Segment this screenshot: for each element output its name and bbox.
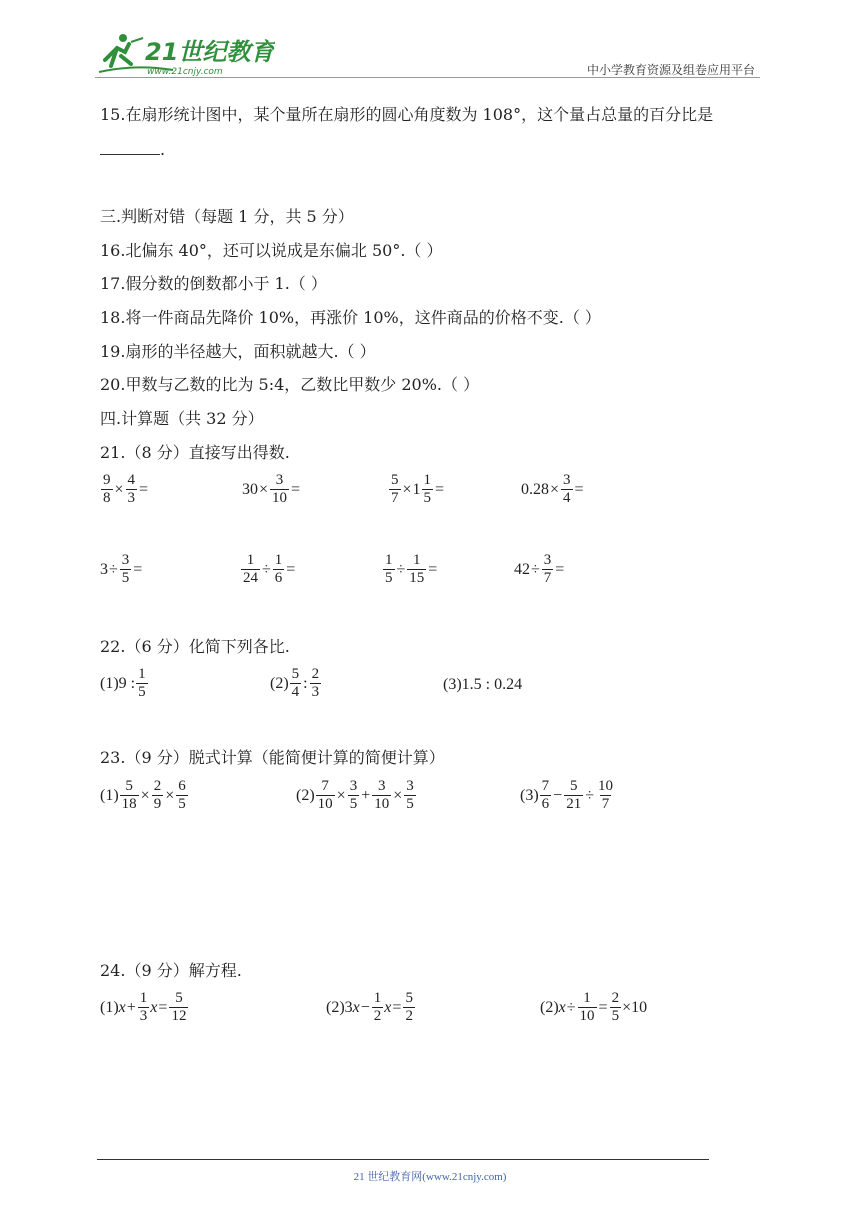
question-15-answer: . (100, 140, 165, 160)
question-18: 18.将一件商品先降价 10%，再涨价 10%，这件商品的价格不变.（ ） (100, 308, 601, 327)
calc-expression-8: 42 ÷ $\frac{3}{7}$ = (514, 552, 565, 586)
ratio-2: (2) $\frac{5}{4}$ : $\frac{2}{3}$ (270, 666, 320, 700)
footer-link[interactable]: 21 世纪教育网(www.21cnjy.com) (353, 1171, 507, 1183)
calc-expression-4: 0.28 × $\frac{3}{4}$ = (521, 472, 584, 506)
question-20: 20.甲数与乙数的比为 5:4，乙数比甲数少 20%.（ ） (100, 375, 480, 394)
calc-expression-3: $\frac{5}{7}$ × 1 $\frac{1}{5}$ = (391, 472, 445, 506)
equation-2: (2)3 x − $\frac{1}{2}$ x = $\frac{5}{2}$ (326, 990, 413, 1024)
header-divider (95, 77, 760, 78)
equation-1: (1) x + $\frac{1}{3}$ x = $\frac{5}{12}$ (100, 990, 187, 1024)
calc-expression-2: 30 × $\frac{3}{10}$ = (242, 472, 301, 506)
calc-expression-1: $\frac{9}{8}$ × $\frac{4}{3}$ = (103, 472, 149, 506)
compute-expression-1: (1) $\frac{5}{18}$ × $\frac{2}{9}$ × $\frac{6}{5}$ (100, 778, 186, 812)
section-3-title: 三.判断对错（每题 1 分，共 5 分） (100, 207, 354, 226)
ratio-3: (3)1.5 : 0.24 (443, 676, 523, 693)
footer-divider (97, 1159, 709, 1160)
compute-expression-3: (3) $\frac{7}{6}$ − $\frac{5}{21}$ ÷ $\frac{10}{7}$ (520, 778, 613, 812)
runner-logo-icon (95, 30, 275, 78)
section-4-title: 四.计算题（共 32 分） (100, 409, 264, 428)
site-logo (95, 30, 275, 78)
site-name: 中小学教育资源及组卷应用平台 (586, 63, 755, 77)
question-16: 16.北偏东 40°，还可以说成是东偏北 50°.（ ） (100, 241, 443, 260)
calc-expression-5: 3 ÷ $\frac{3}{5}$ = (100, 552, 143, 586)
logo-text: 21世纪教育 (145, 38, 275, 66)
question-19: 19.扇形的半径越大，面积就越大.（ ） (100, 342, 376, 361)
logo-url-text: www.21cnjy.com (147, 67, 223, 77)
answer-blank[interactable] (100, 140, 160, 155)
calc-expression-6: $\frac{1}{24}$ ÷ $\frac{1}{6}$ = (243, 552, 296, 586)
compute-expression-2: (2) $\frac{7}{10}$ × $\frac{3}{5}$ + $\frac{3}{10}$ × $\frac{3}{5}$ (296, 778, 414, 812)
ratio-1: (1)9 : $\frac{1}{5}$ (100, 666, 146, 700)
question-22-title: 22.（6 分）化简下列各比. (100, 637, 290, 656)
calc-expression-7: $\frac{1}{5}$ ÷ $\frac{1}{15}$ = (385, 552, 438, 586)
question-17: 17.假分数的倒数都小于 1.（ ） (100, 274, 327, 293)
equation-3: (2) x ÷ $\frac{1}{10}$ = $\frac{2}{5}$ ×10 (540, 990, 648, 1024)
question-23-title: 23.（9 分）脱式计算（能简便计算的简便计算） (100, 748, 445, 767)
question-21-title: 21.（8 分）直接写出得数. (100, 443, 290, 462)
question-15: 15.在扇形统计图中，某个量所在扇形的圆心角度数为 108°，这个量占总量的百分比是 (100, 105, 714, 124)
question-24-title: 24.（9 分）解方程. (100, 961, 242, 980)
